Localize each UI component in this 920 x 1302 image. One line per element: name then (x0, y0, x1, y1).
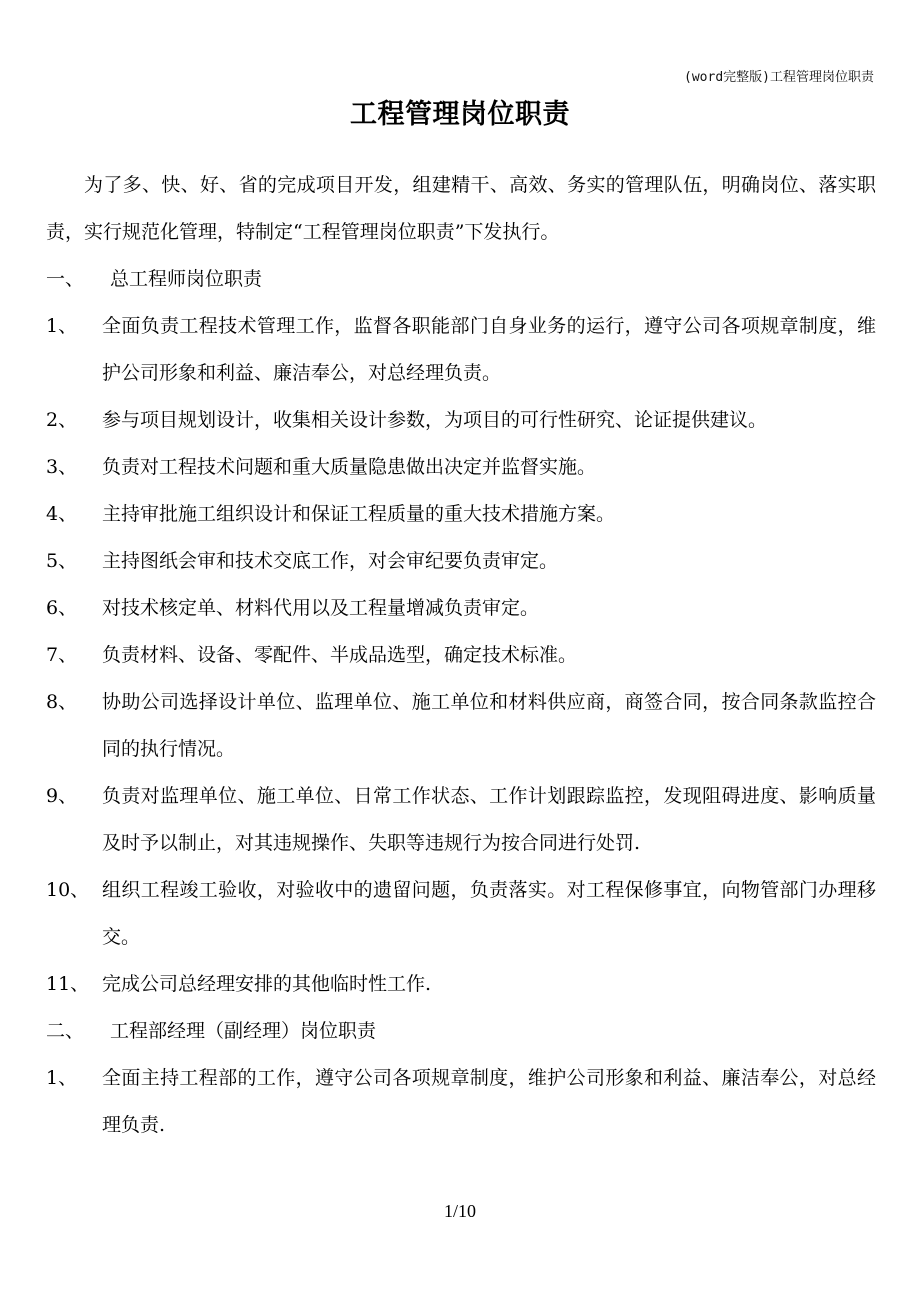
item-text: 负责对监理单位、施工单位、日常工作状态、工作计划跟踪监控，发现阻碍进度、影响质量及时予以制止，对其违规操作、失职等违规行为按合同进行处罚. (102, 785, 876, 854)
list-item (46, 679, 876, 773)
section-title: 总工程师岗位职责 (110, 268, 263, 290)
item-number: 10、 (46, 879, 90, 901)
item-text: 主持审批施工组织设计和保证工程质量的重大技术措施方案。 (102, 503, 616, 525)
item-number: 8、 (46, 691, 78, 713)
section-heading-1 (46, 256, 876, 303)
item-number: 5、 (46, 550, 78, 572)
item-text: 参与项目规划设计，收集相关设计参数，为项目的可行性研究、论证提供建议。 (102, 409, 768, 431)
list-item (46, 303, 876, 397)
item-text: 全面负责工程技术管理工作，监督各职能部门自身业务的运行，遵守公司各项规章制度，维护公司形象和利益、廉洁奉公，对总经理负责。 (102, 315, 876, 384)
item-number: 4、 (46, 503, 78, 525)
list-item (46, 585, 876, 632)
item-number: 11、 (46, 973, 90, 995)
running-header: (word完整版)工程管理岗位职责 (684, 70, 874, 85)
item-text: 负责对工程技术问题和重大质量隐患做出决定并监督实施。 (102, 456, 597, 478)
item-text: 对技术核定单、材料代用以及工程量增减负责审定。 (102, 597, 540, 619)
list-item (46, 444, 876, 491)
section-number: 一、 (46, 268, 85, 290)
item-text: 协助公司选择设计单位、监理单位、施工单位和材料供应商，商签合同，按合同条款监控合同的执行情况。 (102, 691, 876, 760)
item-number: 1、 (46, 315, 78, 337)
item-number: 7、 (46, 644, 78, 666)
item-text: 主持图纸会审和技术交底工作，对会审纪要负责审定。 (102, 550, 559, 572)
list-item (46, 1055, 876, 1149)
section-number: 二、 (46, 1020, 85, 1042)
item-number: 1、 (46, 1067, 78, 1089)
intro-paragraph: 为了多、快、好、省的完成项目开发，组建精干、高效、务实的管理队伍，明确岗位、落实职责，实行规范化管理，特制定“工程管理岗位职责”下发执行。 (46, 174, 876, 243)
item-text: 完成公司总经理安排的其他临时性工作. (102, 973, 432, 995)
item-number: 9、 (46, 785, 78, 807)
item-number: 2、 (46, 409, 78, 431)
item-number: 6、 (46, 597, 78, 619)
list-item (46, 773, 876, 867)
list-item (46, 538, 876, 585)
list-item (46, 867, 876, 961)
document-body (46, 162, 876, 1149)
page-number: 1/10 (443, 1201, 476, 1221)
item-text: 全面主持工程部的工作，遵守公司各项规章制度，维护公司形象和利益、廉洁奉公，对总经理负责. (102, 1067, 876, 1136)
item-text: 负责材料、设备、零配件、半成品选型，确定技术标准。 (102, 644, 578, 666)
document-title: 工程管理岗位职责 (350, 99, 570, 130)
list-item (46, 397, 876, 444)
section-heading-2 (46, 1008, 876, 1055)
item-text: 组织工程竣工验收，对验收中的遗留问题，负责落实。对工程保修事宜，向物管部门办理移交。 (102, 879, 876, 948)
item-number: 3、 (46, 456, 78, 478)
list-item (46, 491, 876, 538)
list-item (46, 961, 876, 1008)
section-title: 工程部经理（副经理）岗位职责 (110, 1020, 377, 1042)
list-item (46, 632, 876, 679)
